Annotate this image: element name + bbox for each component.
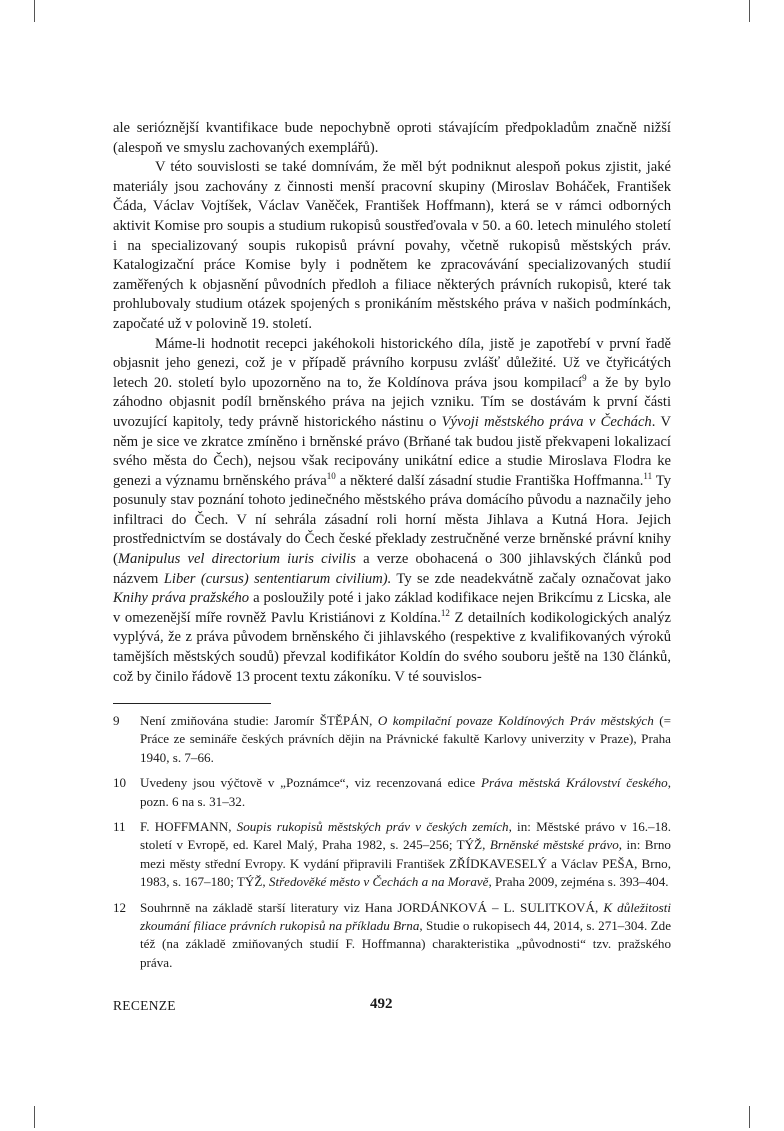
footnote-11 bbox=[113, 818, 671, 892]
footnote-ref-11[interactable]: 11 bbox=[643, 470, 653, 481]
footnote-number: 10 bbox=[113, 775, 127, 791]
footnote-ref-9[interactable]: 9 bbox=[582, 372, 587, 383]
footnote-ref-10[interactable]: 10 bbox=[326, 470, 336, 481]
footnote-text: Souhrnně na základě starší literatury viz Hana JORDÁNKOVÁ – L. SULITKOVÁ, K důležitosti zkoumání filiace právních rukopisů na příkladu Brna, Studie o rukopisech 44, 2014, s. 271–304. Zde též (na základě zmiňovaných studií F. Hoffmanna) charakteristika „původnosti“ tzv. pražského práva. bbox=[140, 899, 672, 970]
paragraph-3: Máme-li hodnotit recepci jakéhokoli historického díla, jistě je zapotřebí v první řadě objasnit jeho genezi, což je v případě právního korpusu zvlášť důležité. Už ve čtyřicátých letech 20. století bylo upozorněno na to, že Koldínova práva jsou kompilací$^9$ a že by bylo záhodno objasnit podíl brněnského práva na jejich vzniku. Tím se dostávám k první části uvozující kapitoly, tedy právně historického nástinu o Vývoji městského práva v Čechách. V něm je sice ve zkratce zmíněno i brněnské právo (Brňané tak budou jistě překvapeni lokalizací svého města do Čech), nejsou však recipovány unikátní edice a studie Miroslava Flodra ke genezi a významu brněnského práva$^{10}$ a některé další zásadní studie Františka Hoffmanna.$^{11}$ Ty posunuly stav poznání tohoto jedinečného městského práva domácího původu a naznačily jeho infiltraci do Čech. V ní sehrála zásadní roli horní města Jihlava a Kutná Hora. Jejich prostřednictvím se dostávaly do Čech české překlady zestručněné verze brněnské právní knihy (Manipulus vel directorium iuris civilis a verze obohacená o 300 jihlavských článků pod názvem Liber (cursus) sententiarum civilium). Ty se zde neadekvátně začaly označovat jako Knihy práva pražského a posloužily poté i jako základ kodifikace nejen Brikcímu z Licska, ale v omezenější míře rovněž Pavlu Kristiánovi z Koldína.$^{12}$ Z detailních kodikologických analýz vyplývá, že z práva původem brněnského či jihlavského (respektive z kvalifikovaných výroků tamějších městských soudů) převzal kodifikátor Koldín do svého souboru ještě na 130 článků, což by činilo řádově 13 procent textu zákoníku. V té souvislos- bbox=[113, 335, 672, 685]
page-number: 492 bbox=[370, 996, 393, 1012]
paragraph-1: ale serióznější kvantifikace bude nepochybně oproti stávajícím předpokladům značně nižší (alespoň ve smyslu zachovaných exemplářů). bbox=[113, 120, 671, 156]
running-footer-section: RECENZE bbox=[113, 998, 176, 1013]
footnote-text: Není zmiňována studie: Jaromír ŠTĚPÁN, O kompilační povaze Koldínových Práv městských (= Práce ze semináře českých právních dějin na Právnické fakultě Karlovy univerzity v Praze), Praha 1940, s. 7–66. bbox=[140, 713, 671, 765]
footnote-9 bbox=[113, 712, 671, 767]
footnote-number: 12 bbox=[113, 899, 127, 915]
footnotes bbox=[113, 712, 671, 979]
footnote-text: Uvedeny jsou výčtově v „Poznámce“, viz recenzovaná edice Práva městská Království českého, pozn. 6 na s. 31–32. bbox=[140, 775, 671, 809]
crop-mark bbox=[34, 0, 35, 22]
footnote-number: 11 bbox=[113, 819, 126, 835]
footnote-12 bbox=[113, 899, 671, 973]
main-text bbox=[113, 119, 671, 687]
footnote-10 bbox=[113, 774, 671, 811]
footnote-number: 9 bbox=[113, 713, 120, 728]
footnote-ref-12[interactable]: 12 bbox=[440, 607, 450, 618]
crop-mark bbox=[34, 1106, 35, 1128]
paragraph-2: V této souvislosti se také domnívám, že měl být podniknut alespoň pokus zjistit, jaké materiály jsou zachovány z činnosti menší pracovní skupiny (Miroslav Boháček, František Čáda, Václav Vojtíšek, Václav Vaněček, František Hoffmann), která se v rámci odborných aktivit Komise pro soupis a studium rukopisů soustřeďovala v 50. a 60. letech minulého století i na specializovaný soupis rukopisů právní povahy, včetně rukopisů městských práv. Katalogizační práce Komise byly i podnětem ke zpracovávání specializovaných studií zaměřených k objasnění původních předloh a filiace některých právních rukopisů, které tak prohlubovaly studium otázek spojených s pronikáním městského práva v našich podmínkách, započaté už v polovině 19. století. bbox=[113, 159, 671, 332]
footnote-separator bbox=[113, 703, 271, 704]
crop-mark bbox=[749, 1106, 750, 1128]
crop-mark bbox=[749, 0, 750, 22]
footnote-text: F. HOFFMANN, Soupis rukopisů městských práv v českých zemích, in: Městské právo v 16.–18. století v Evropě, ed. Karel Malý, Praha 1982, s. 245–256; TÝŽ, Brněnské městské právo, in: Brno mezi městy střední Evropy. K vydání připravili František ZŘÍDKAVESELÝ a Václav PEŠA, Brno, 1983, s. 167–180; TÝŽ, Středověké město v Čechách a na Moravě, Praha 2009, zejména s. 393–404. bbox=[140, 819, 671, 890]
